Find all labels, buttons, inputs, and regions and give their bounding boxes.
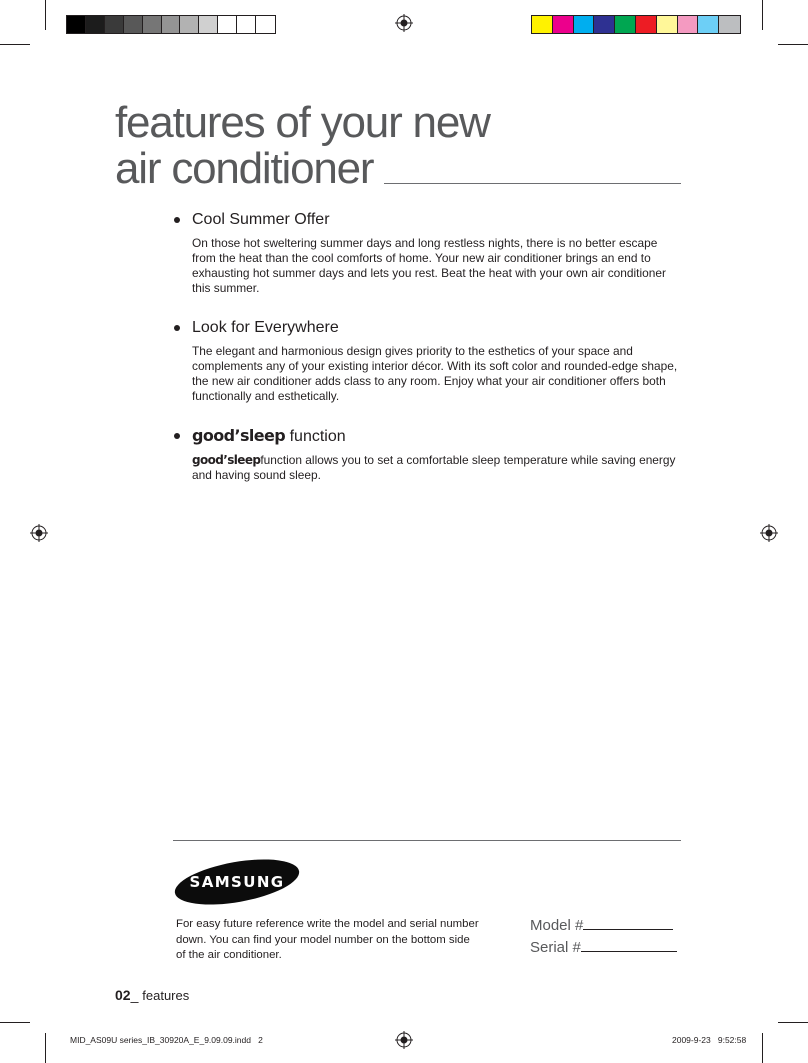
color-swatch (199, 16, 218, 33)
note-line: For easy future reference write the model and serial number (176, 918, 479, 930)
reference-note (176, 917, 479, 964)
samsung-logo (173, 859, 301, 905)
color-swatch (636, 16, 657, 33)
body-line: from the heat than the cool comforts of home. Your new air conditioner brings an end to (192, 251, 651, 265)
model-blank-line (583, 929, 673, 930)
registration-mark-icon (395, 14, 413, 32)
bullet-icon (174, 217, 180, 223)
color-swatch (256, 16, 275, 33)
registration-mark-icon (395, 1031, 413, 1049)
color-swatch (86, 16, 105, 33)
page-number (115, 987, 189, 1003)
slug-timestamp (672, 1035, 746, 1045)
color-swatch (105, 16, 124, 33)
section-heading-suffix: function (289, 428, 346, 445)
color-swatch (218, 16, 237, 33)
color-swatch (124, 16, 143, 33)
body-line: this summer. (192, 281, 260, 295)
body-line: and having sound sleep. (192, 468, 321, 482)
section-body (192, 344, 677, 404)
serial-blank-line (581, 951, 677, 952)
color-swatch (143, 16, 162, 33)
process-color-bar (531, 15, 741, 34)
crop-mark (778, 1022, 808, 1023)
crop-mark (0, 44, 30, 45)
color-swatch (698, 16, 719, 33)
serial-label: Serial # (530, 939, 581, 956)
page-number-separator: _ (130, 987, 139, 1003)
section-body (192, 453, 682, 483)
bullet-icon (174, 433, 180, 439)
footer-rule (173, 840, 681, 841)
section-body (192, 236, 666, 296)
note-line: down. You can find your model number on the bottom side (176, 933, 470, 946)
color-swatch (615, 16, 636, 33)
color-swatch (594, 16, 615, 33)
model-number-field (530, 917, 673, 934)
color-swatch (574, 16, 595, 33)
body-line: On those hot sweltering summer days and long restless nights, there is no better escape (192, 236, 658, 250)
crop-mark (0, 1022, 30, 1023)
section-heading: Cool Summer Offer (192, 211, 330, 228)
serial-number-field (530, 939, 677, 956)
color-swatch (553, 16, 574, 33)
color-swatch (678, 16, 699, 33)
crop-mark (762, 1033, 763, 1063)
section-heading: Look for Everywhere (192, 319, 339, 336)
color-swatch (67, 16, 86, 33)
body-line: the new air conditioner adds class to any room. Enjoy what your air conditioner offers both (192, 374, 666, 388)
color-swatch (532, 16, 553, 33)
color-swatch (719, 16, 740, 33)
color-swatch (657, 16, 678, 33)
slug-date: 2009-9-23 (672, 1035, 711, 1045)
body-line: exhausting hot summer days and lets you rest. Beat the heat with your own air conditioner (192, 266, 666, 280)
page-section-name: features (142, 988, 190, 1003)
body-text-run: function allows you to set a comfortable sleep temperature while saving energy (260, 453, 676, 467)
slug-file: MID_AS09U series_IB_30920A_E_9.09.09.indd 2 (70, 1035, 263, 1045)
model-label: Model # (530, 917, 584, 934)
color-swatch (180, 16, 199, 33)
good-sleep-logo: good’sleep (192, 453, 261, 467)
grayscale-color-bar (66, 15, 276, 34)
bullet-icon (174, 325, 180, 331)
registration-mark-icon (30, 524, 48, 542)
section-heading (192, 426, 346, 446)
slug-time: 9:52:58 (717, 1035, 747, 1045)
body-line: functionally and esthetically. (192, 389, 340, 403)
crop-mark (45, 1033, 46, 1063)
registration-mark-icon (760, 524, 778, 542)
page-number-value: 02 (115, 987, 131, 1003)
crop-mark (762, 0, 763, 30)
note-line: of the air conditioner. (176, 949, 282, 961)
title-rule (384, 183, 681, 184)
body-line (192, 453, 682, 468)
crop-mark (45, 0, 46, 30)
body-line: The elegant and harmonious design gives priority to the esthetics of your space and (192, 344, 633, 358)
page-title-line-1: features of your new (115, 98, 490, 147)
good-sleep-logo: good’sleep (192, 426, 286, 445)
body-line: complements any of your existing interior décor. With its soft color and rounded-edge shape, (192, 359, 678, 373)
samsung-logo-text: SAMSUNG (189, 873, 285, 891)
color-swatch (162, 16, 181, 33)
color-swatch (237, 16, 256, 33)
crop-mark (778, 44, 808, 45)
page-title-line-2: air conditioner (115, 144, 374, 193)
